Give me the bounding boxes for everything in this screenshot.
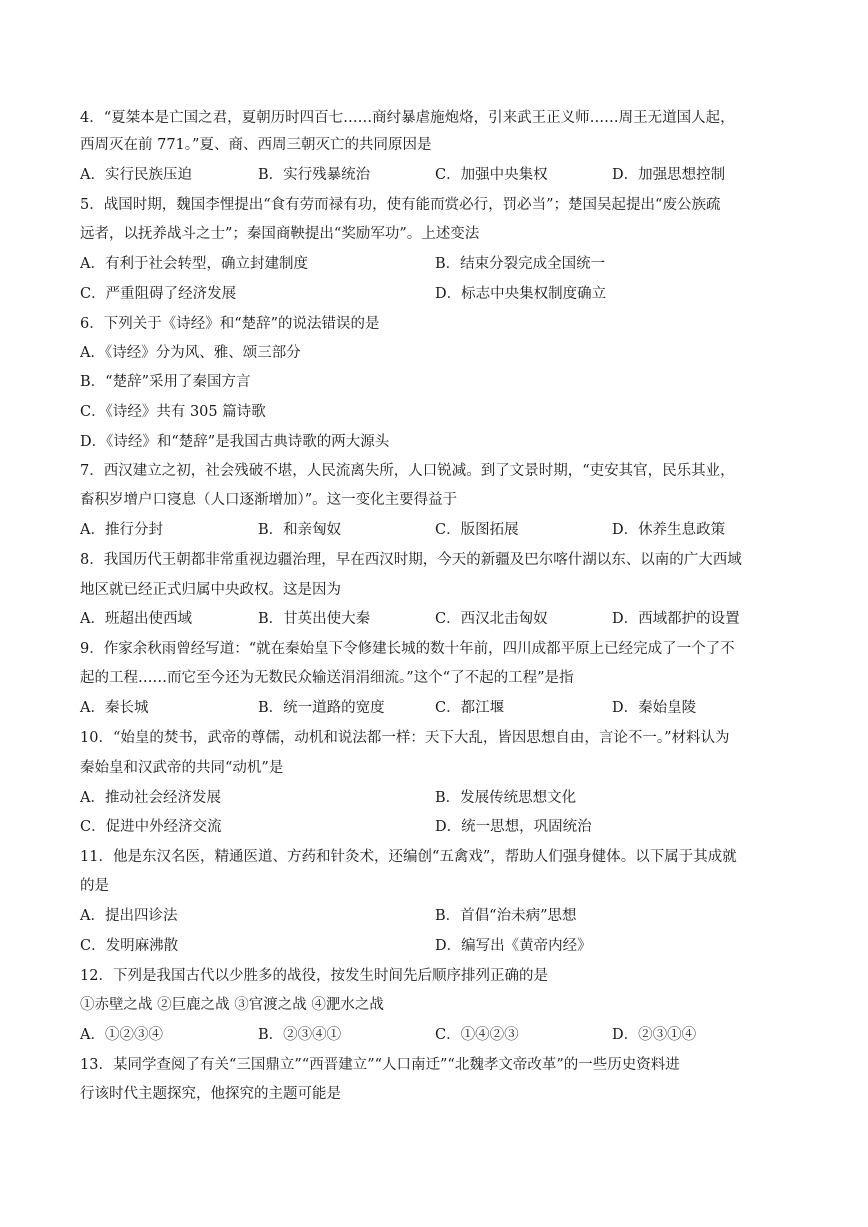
question-8-stem-line-1: 8．我国历代王朝都非常重视边疆治理，早在西汉时期，今天的新疆及巴尔喀什湖以东、以南的广大西域: [80, 552, 742, 568]
question-6-option-b: B．“楚辞”采用了秦国方言: [80, 374, 251, 390]
question-5-option-a: A．有利于社会转型，确立封建制度: [80, 256, 308, 272]
question-7-option-a: A．推行分封: [80, 522, 163, 538]
question-7-stem-line-1: 7．西汉建立之初，社会残破不堪，人民流离失所，人口锐减。到了文景时期，“吏安其官，民乐其业，: [80, 463, 735, 479]
question-6-stem-line-1: 6．下列关于《诗经》和“楚辞”的说法错误的是: [80, 316, 380, 332]
question-11-option-c: C．发明麻沸散: [80, 938, 179, 954]
question-9-option-c: C．都江堰: [435, 700, 505, 716]
question-5-option-b: B．结束分裂完成全国统一: [435, 256, 606, 272]
question-12-option-b: B．②③④①: [258, 1027, 342, 1043]
question-11-option-a: A．提出四诊法: [80, 908, 178, 924]
question-4-option-a: A．实行民族压迫: [80, 167, 192, 183]
question-6-option-a: A．《诗经》分为风、雅、颂三部分: [80, 345, 301, 361]
question-9-stem-line-2: 起的工程……而它至今还为无数民众输送涓涓细流。”这个“了不起的工程”是指: [80, 670, 574, 686]
question-7-option-d: D．休养生息政策: [612, 522, 726, 538]
question-10-option-b: B．发展传统思想文化: [435, 790, 577, 806]
question-5-stem-line-2: 远者，以抚养战斗之士”；秦国商鞅提出“奖励军功”。上述变法: [80, 226, 480, 242]
question-10-option-d: D．统一思想，巩固统治: [435, 819, 592, 835]
question-10-stem-line-1: 10．“始皇的焚书，武帝的尊儒，动机和说法都一样：天下大乱，皆因思想自由，言论不一。”材料认为: [80, 730, 730, 746]
question-9-stem-line-1: 9．作家余秋雨曾经写道：“就在秦始皇下令修建长城的数十年前，四川成都平原上已经完成了一个了不: [80, 641, 735, 657]
question-10-option-c: C．促进中外经济交流: [80, 819, 222, 835]
question-5-option-c: C．严重阻碍了经济发展: [80, 286, 237, 302]
question-8-option-d: D．西域都护的设置: [612, 611, 740, 627]
question-13-stem-line-1: 13．某同学查阅了有关“三国鼎立”“西晋建立”“人口南迁”“北魏孝文帝改革”的一些历史资料进: [80, 1057, 680, 1073]
question-11-stem-line-2: 的是: [80, 878, 109, 894]
question-12-stem-line-1: 12．下列是我国古代以少胜多的战役，按发生时间先后顺序排列正确的是: [80, 968, 548, 984]
question-9-option-a: A．秦长城: [80, 700, 149, 716]
question-4-stem-line-1: 4．“夏桀本是亡国之君，夏朝历时四百七……商纣暴虐施炮烙，引来武王正义师……周王无道国人起，: [80, 110, 735, 126]
question-10-option-a: A．推动社会经济发展: [80, 790, 221, 806]
question-5-stem-line-1: 5．战国时期，魏国李悝提出“食有劳而禄有功，使有能而赏必行，罚必当”；楚国吴起提出“废公族疏: [80, 197, 721, 213]
question-8-stem-line-2: 地区就已经正式归属中央政权。这是因为: [80, 582, 341, 598]
question-7-option-b: B．和亲匈奴: [258, 522, 342, 538]
question-12-option-d: D．②③①④: [612, 1027, 697, 1043]
question-4-option-c: C．加强中央集权: [435, 167, 548, 183]
question-12-stem-line-2: ①赤壁之战 ②巨鹿之战 ③官渡之战 ④淝水之战: [80, 997, 384, 1013]
question-12-option-c: C．①④②③: [435, 1027, 519, 1043]
question-4-option-b: B．实行残暴统治: [258, 167, 371, 183]
question-7-option-c: C．版图拓展: [435, 522, 519, 538]
question-9-option-b: B．统一道路的宽度: [258, 700, 385, 716]
question-4-stem-line-2: 西周灭在前 771。”夏、商、西周三朝灭亡的共同原因是: [80, 137, 432, 153]
question-7-stem-line-2: 畜积岁增户口寖息（人口逐渐增加）”。这一变化主要得益于: [80, 492, 458, 508]
question-8-option-a: A．班超出使西域: [80, 611, 192, 627]
question-6-option-d: D．《诗经》和“楚辞”是我国古典诗歌的两大源头: [80, 434, 390, 450]
question-13-stem-line-2: 行该时代主题探究，他探究的主题可能是: [80, 1086, 341, 1102]
question-8-option-c: C．西汉北击匈奴: [435, 611, 548, 627]
question-11-option-b: B．首倡“治未病”思想: [435, 908, 577, 924]
question-6-option-c: C．《诗经》共有 305 篇诗歌: [80, 404, 266, 420]
question-12-option-a: A．①②③④: [80, 1027, 163, 1043]
question-8-option-b: B．甘英出使大秦: [258, 611, 371, 627]
question-5-option-d: D．标志中央集权制度确立: [435, 286, 607, 302]
question-9-option-d: D．秦始皇陵: [612, 700, 697, 716]
question-11-stem-line-1: 11．他是东汉名医，精通医道、方药和针灸术，还编创“五禽戏”，帮助人们强身健体。以下属于其成就: [80, 849, 737, 865]
question-11-option-d: D．编写出《黄帝内经》: [435, 938, 592, 954]
question-4-option-d: D．加强思想控制: [612, 167, 726, 183]
question-10-stem-line-2: 秦始皇和汉武帝的共同“动机”是: [80, 760, 284, 776]
